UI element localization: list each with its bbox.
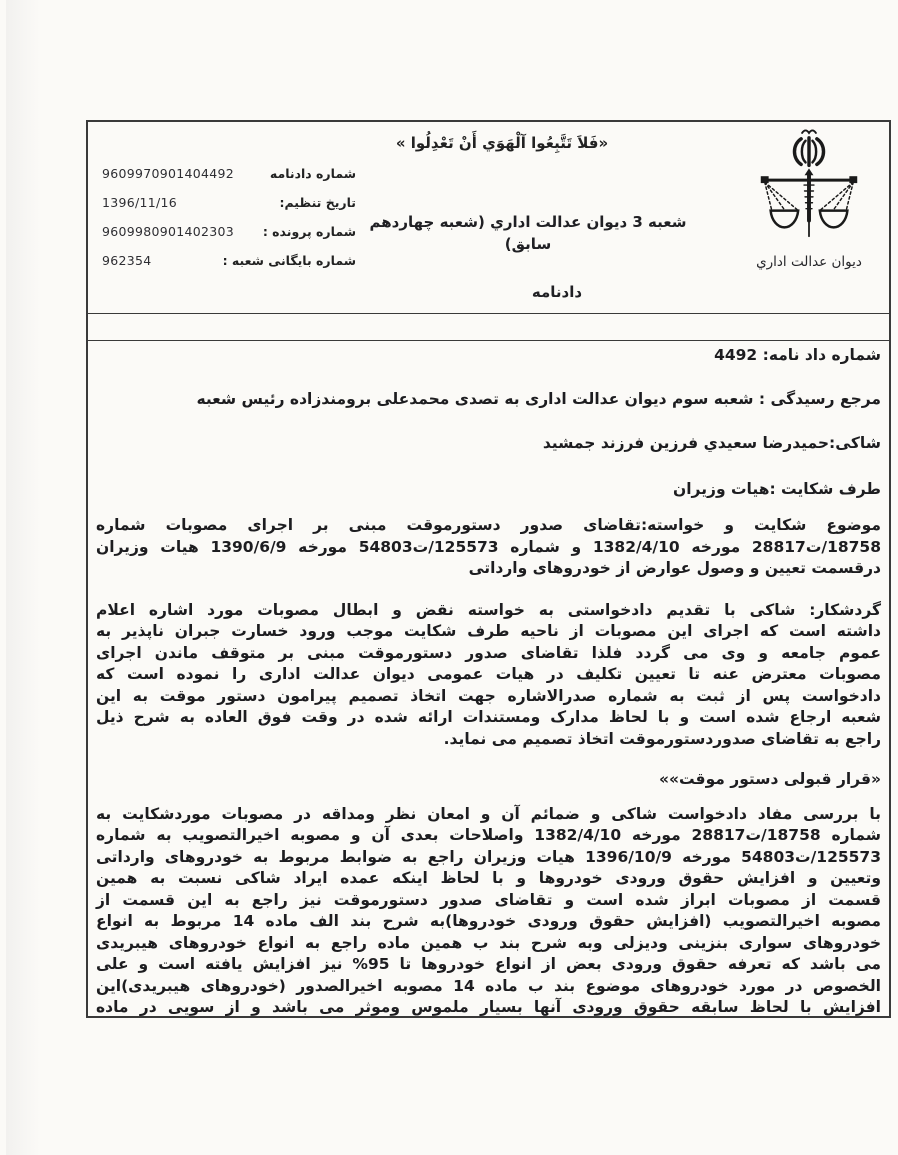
authority-line: مرجع رسیدگی : شعبه سوم دیوان عدالت اداری به تصدی محمدعلی برومندزاده رئیس شعبه (196, 389, 881, 408)
metadata-fields (102, 166, 356, 282)
emblem (724, 126, 894, 270)
field-row-archive-number (102, 253, 356, 282)
field-row-case-number (102, 224, 356, 253)
date-value: 1396/11/16 (102, 195, 178, 210)
case-number-label: شماره پرونده : (262, 224, 356, 239)
plaintiff-line: شاکی:حمیدرضا سعیدي فرزین فرزند جمشید (542, 434, 881, 452)
scan-edge-shadow (6, 0, 40, 1155)
archive-number-label: شماره بایگانی شعبه : (222, 253, 356, 268)
case-number-line: شماره داد نامه: 4492 (714, 346, 881, 364)
subject-paragraph: موضوع شکایت و خواسته:تقاضای صدور دستورموقت مبنی بر اجرای مصوبات شماره 18758/ت28817 مورخه 1382/4/10 و شماره 125573/ت54803 مورخه 1390/6/9 هیات وزیران درقسمت تعیین و وصول عوارض از خودروهای وارداتی (96, 516, 881, 577)
iran-justice-scales-emblem-icon (724, 126, 894, 252)
header-section (88, 122, 889, 314)
field-row-date (102, 195, 356, 224)
emblem-caption: دیوان عدالت اداري (756, 254, 862, 270)
header-divider-strip (88, 314, 889, 341)
case-number-value: 9609980901402303 (102, 224, 235, 239)
respondent-line: طرف شکایت :هیات وزیران (673, 479, 881, 498)
field-row-judgment-number (102, 166, 356, 195)
date-label: تاریخ تنظیم: (279, 195, 356, 210)
archive-number-value: 962354 (102, 253, 152, 268)
ruling-heading: «قرار قبولی دستور موقت»» (659, 770, 881, 788)
quran-verse: «فَلاَ تَتَّبِعُوا آلْهَوَي أَنْ تَعْدِلُوا » (395, 134, 609, 152)
procedure-paragraph: گردشکار: شاکی با تقدیم دادخواستی به خواسته نقض و ابطال مصوبات مورد اشاره اعلام داشته است که اجرای این مصوبات از ناحیه طرف شکایت موجب ورود خسارت جبران ناپذیر به عموم جامعه و وی می گردد فلذا تقاضای صدور دستورموقت مبنی بر متوقف ماندن اجرای مصوبات معترض عنه تا تعیین تکلیف در هیات عمومی دیوان عدالت اداری را نموده است که دادخواست پس از ثبت به شماره صدرالاشاره جهت اتخاذ تصمیم پیرامون دستور موقت به این شعبه ارجاع شده است و با لحاظ مدارک ومستندات ارائه شده در وقت فوق العاده به شرح ذیل راجع به تقاضای صدوردستورموقت اتخاذ تصمیم می نماید. (96, 600, 881, 748)
body-section (88, 341, 889, 1019)
ruling-paragraph: با بررسی مفاد دادخواست شاکی و ضمائم آن و امعان نظر ومداقه در مصوبات موردشکایت به شماره 18758/ت28817 مورخه 1382/4/10 واصلاحات بعدی آن و مصوبه اخیرالتصویب به شماره 125573/ت54803 مورخه 1396/10/9 هیات وزیران راجع به ضوابط مربوط به خودروهای وارداتی وتعیین و افزایش حقوق ورودی خودروها و با لحاظ اینکه عمده ایراد شاکی نسبت به همین قسمت از مصوبات ابراز شده است و تقاضای صدور دستورموقت نیز راجع به این قسمت از مصوبه اخیرالتصویب (افزایش حقوق ورودی خودروها)به شرح بند الف ماده 14 مربوط به انواع خودروهای سواری بنزینی ودیزلی وبه شرح بند ب همین ماده راجع به انواع خودروهای هیبریدی می باشد که تعرفه حقوق ورودی بعض از انواع خودروها تا 95% نیز افزایش یافته است و علی الخصوص در مورد خودروهای موضوع بند ب ماده 14 مصوبه اخیرالصدور (خودروهای هیبریدی)این افزایش با لحاظ سابقه حقوق ورودی آنها بسیار ملموس وموثر می باشد و از سویی در ماده (96, 804, 881, 1016)
doc-type-heading: دادنامه (531, 283, 583, 301)
judgment-number-label: شماره دادنامه (269, 166, 356, 181)
judgment-number-value: 9609970901404492 (102, 166, 235, 181)
document-frame (86, 120, 891, 1018)
court-name: شعبه 3 دیوان عدالت اداري (شعبه چهاردهم سابق) (369, 213, 687, 253)
